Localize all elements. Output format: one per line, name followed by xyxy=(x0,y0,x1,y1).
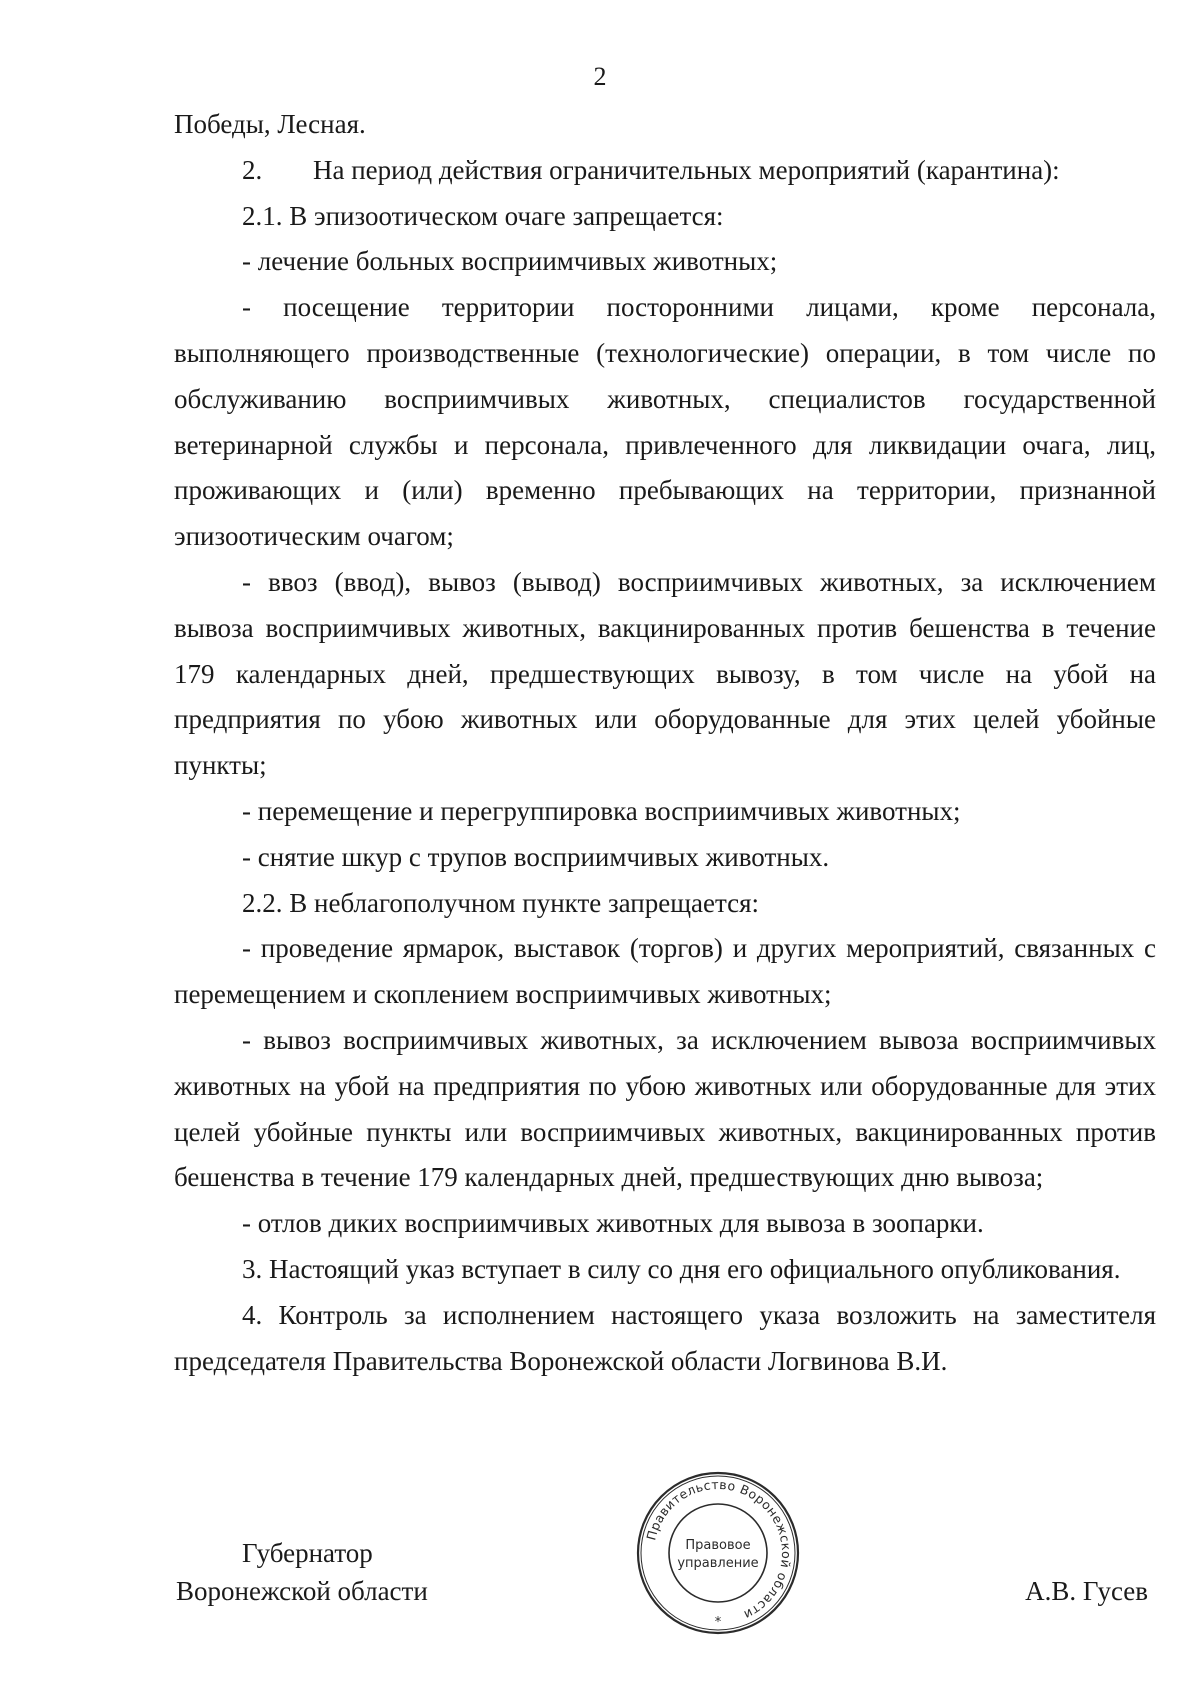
paragraph-item-2-2: 2.2. В неблагополучном пункте запрещается: xyxy=(242,887,759,918)
paragraph-item-2 xyxy=(174,148,1156,194)
item-number: 2. xyxy=(242,154,263,185)
stamp-center-line-2: управление xyxy=(677,1556,759,1571)
paragraph-bullet: - лечение больных восприимчивых животных; xyxy=(242,246,778,277)
stamp-outer-ring-inner xyxy=(641,1476,795,1630)
paragraph-bullet: - проведение ярмарок, выставок (торгов) и других мероприятий, связанных с перемещением и скоплением восприимчивых животных; xyxy=(174,933,1156,1010)
stamp-center-line-1: Правовое xyxy=(685,1538,751,1553)
official-stamp xyxy=(634,1469,802,1637)
document-body xyxy=(174,102,1156,1384)
page-number: 2 xyxy=(593,62,607,91)
item-text: На период действия ограничительных мероприятий (карантина): xyxy=(313,154,1060,185)
stamp-ring-text: Правительство Воронежской области xyxy=(643,1476,795,1623)
signer-region: Воронежской области xyxy=(176,1576,428,1606)
signer-position: Губернатор xyxy=(242,1538,373,1568)
paragraph-item-4: 4. Контроль за исполнением настоящего указа возложить на заместителя председателя Правительства Воронежской области Логвинова В.И. xyxy=(174,1299,1156,1376)
paragraph-bullet: - вывоз восприимчивых животных, за исключением вывоза восприимчивых животных на убой на предприятия по убою животных или оборудованные для этих целей убойные пункты или восприимчивых животных, вакцинированных против бешенства в течение 179 календарных дней, предшествующих дню вывоза; xyxy=(174,1024,1156,1193)
paragraph-bullet: - отлов диких восприимчивых животных для вывоза в зоопарки. xyxy=(242,1208,984,1239)
signer-name: А.В. Гусев xyxy=(1025,1576,1148,1606)
paragraph-continuation: Победы, Лесная. xyxy=(174,109,366,139)
stamp-inner-ring xyxy=(669,1504,767,1602)
stamp-outer-ring xyxy=(638,1473,798,1633)
signature-title xyxy=(176,1534,428,1610)
paragraph-item-2-1: 2.1. В эпизоотическом очаге запрещается: xyxy=(242,200,724,231)
paragraph-item-3: 3. Настоящий указ вступает в силу со дня его официального опубликования. xyxy=(242,1253,1121,1284)
paragraph-bullet: - перемещение и перегруппировка восприимчивых животных; xyxy=(242,795,961,826)
paragraph-bullet: - посещение территории посторонними лицами, кроме персонала, выполняющего производственные (технологические) операции, в том числе по обслуживанию восприимчивых животных, специалистов государственной ветеринарной службы и персонала, привлеченного для ликвидации очага, лиц, проживающих и (или) временно пребывающих на территории, признанной эпизоотическим очагом; xyxy=(174,292,1156,552)
stamp-star-icon: * xyxy=(714,1615,722,1630)
paragraph-bullet: - ввоз (ввод), вывоз (вывод) восприимчивых животных, за исключением вывоза восприимчивых животных, вакцинированных против бешенства в течение 179 календарных дней, предшествующих вывозу, в том числе на убой на предприятия по убою животных или оборудованные для этих целей убойные пункты; xyxy=(174,566,1156,781)
paragraph-bullet: - снятие шкур с трупов восприимчивых животных. xyxy=(242,841,830,872)
